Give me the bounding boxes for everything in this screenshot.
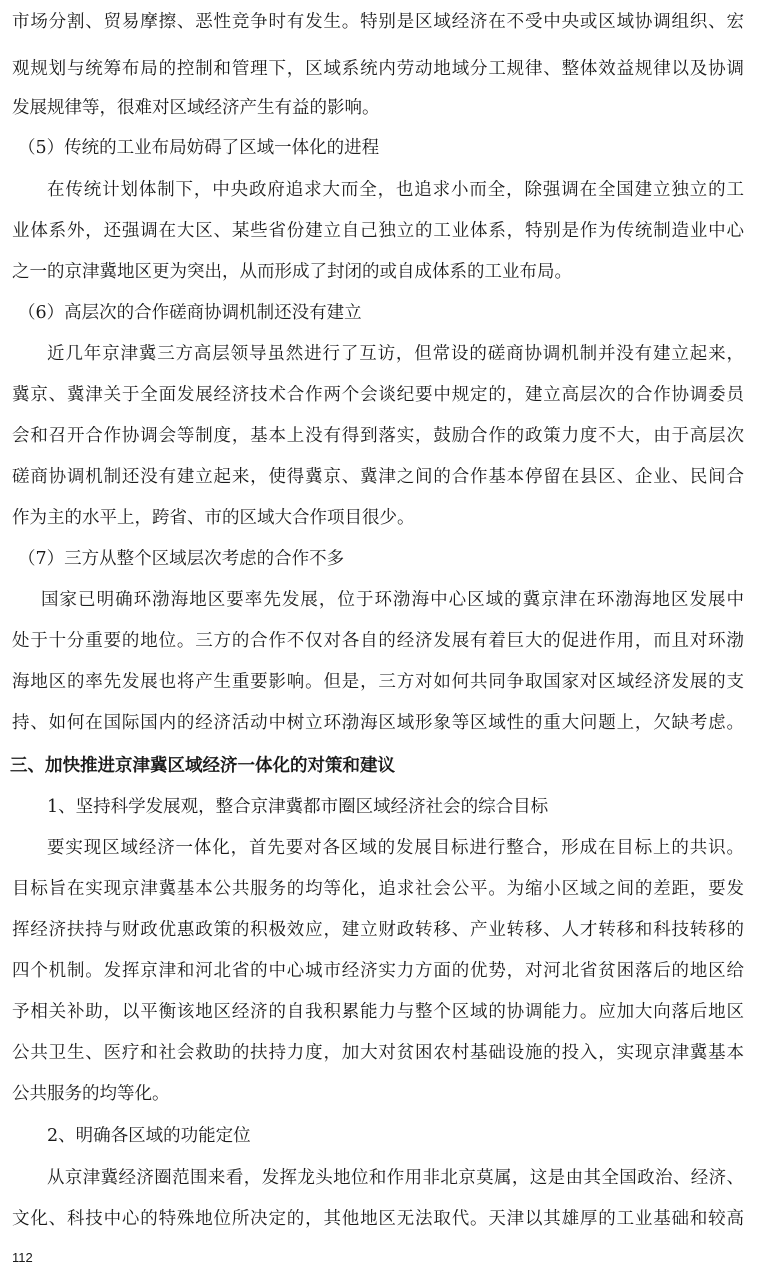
subsection-heading: （5）传统的工业布局妨碍了区域一体化的进程 [18, 138, 380, 158]
text-line: 会和召开合作协调会等制度，基本上没有得到落实，鼓励合作的政策力度不大，由于高层次 [12, 426, 744, 446]
text-line: 四个机制。发挥京津和河北省的中心城市经济实力方面的优势，对河北省贫困落后的地区给 [12, 961, 744, 981]
text-line: 公共卫生、医疗和社会救助的扶持力度，加大对贫困农村基础设施的投入，实现京津冀基本 [12, 1043, 744, 1063]
page-number: 112 [12, 1250, 33, 1265]
text-line: 目标旨在实现京津冀基本公共服务的均等化，追求社会公平。为缩小区域之间的差距，要发 [12, 879, 744, 899]
text-line: 海地区的率先发展也将产生重要影响。但是，三方对如何共同争取国家对区域经济发展的支 [12, 672, 744, 692]
text-line: 磋商协调机制还没有建立起来，使得冀京、冀津之间的合作基本停留在县区、企业、民间合 [12, 467, 744, 487]
text-line: 挥经济扶持与财政优惠政策的积极效应，建立财政转移、产业转移、人才转移和科技转移的 [12, 920, 744, 940]
text-line: 作为主的水平上，跨省、市的区域大合作项目很少。 [12, 508, 415, 528]
text-line: 国家已明确环渤海地区要率先发展，位于环渤海中心区域的冀京津在环渤海地区发展中 [41, 590, 744, 610]
text-line: 近几年京津冀三方高层领导虽然进行了互访，但常设的磋商协调机制并没有建立起来， [47, 344, 744, 364]
text-line: 业体系外，还强调在大区、某些省份建立自己独立的工业体系，特别是作为传统制造业中心 [12, 221, 744, 241]
text-line: 在传统计划体制下，中央政府追求大而全，也追求小而全，除强调在全国建立独立的工 [47, 180, 744, 200]
text-line: 予相关补助，以平衡该地区经济的自我积累能力与整个区域的协调能力。应加大向落后地区 [12, 1002, 744, 1022]
text-line: 市场分割、贸易摩擦、恶性竞争时有发生。特别是区域经济在不受中央或区域协调组织、宏 [12, 12, 744, 32]
section-heading: 三、加快推进京津冀区域经济一体化的对策和建议 [10, 756, 395, 776]
subsection-heading: （7）三方从整个区域层次考虑的合作不多 [18, 549, 345, 569]
text-line: 发展规律等，很难对区域经济产生有益的影响。 [12, 98, 380, 118]
text-line: 之一的京津冀地区更为突出，从而形成了封闭的或自成体系的工业布局。 [12, 262, 572, 282]
text-line: 观规划与统筹布局的控制和管理下，区域系统内劳动地域分工规律、整体效益规律以及协调 [12, 59, 744, 79]
text-line: 冀京、冀津关于全面发展经济技术合作两个会谈纪要中规定的，建立高层次的合作协调委员 [12, 385, 744, 405]
text-line: 处于十分重要的地位。三方的合作不仅对各自的经济发展有着巨大的促进作用，而且对环渤 [12, 631, 744, 651]
text-line: 文化、科技中心的特殊地位所决定的，其他地区无法取代。天津以其雄厚的工业基础和较高 [12, 1209, 744, 1229]
text-line: 要实现区域经济一体化，首先要对各区域的发展目标进行整合，形成在目标上的共识。 [47, 838, 744, 858]
text-line: 持、如何在国际国内的经济活动中树立环渤海区域形象等区域性的重大问题上，欠缺考虑。 [12, 713, 744, 733]
subsection-heading: （6）高层次的合作磋商协调机制还没有建立 [18, 303, 362, 323]
text-line: 从京津冀经济圈范围来看，发挥龙头地位和作用非北京莫属，这是由其全国政治、经济、 [47, 1168, 744, 1188]
subsection-heading: 2、明确各区域的功能定位 [47, 1126, 251, 1146]
text-line: 公共服务的均等化。 [12, 1084, 170, 1104]
subsection-heading: 1、坚持科学发展观，整合京津冀都市圈区域经济社会的综合目标 [47, 797, 549, 817]
